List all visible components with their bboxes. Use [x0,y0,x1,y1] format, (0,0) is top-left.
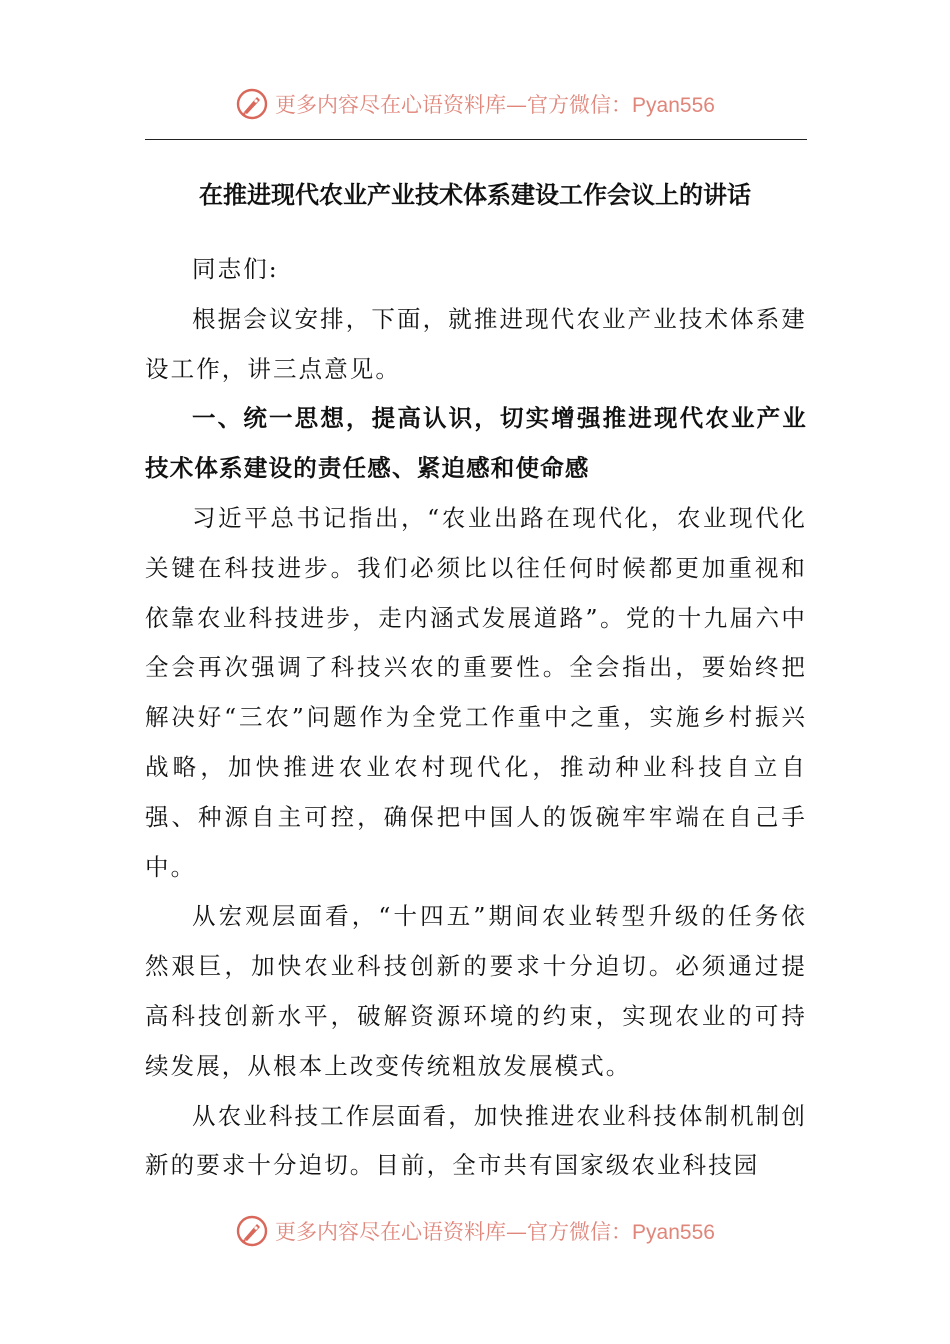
salutation: 同志们: [192,255,279,283]
footer-watermark [0,1211,950,1251]
paragraph: 习近平总书记指出，“农业出路在现代化，农业现代化关键在科技进步。我们必须比以往任何时候都更加重视和依靠农业科技进步，走内涵式发展道路”。党的十九届六中全会再次强调了科技兴农的重要性。全会指出，要始终把解决好“三农”问题作为全党工作重中之重，实施乡村振兴战略，加快推进农业农村现代化，推动种业科技自立自强、种源自主可控，确保把中国人的饭碗牢牢端在自己手中。 [145,503,807,881]
section-heading: 一、统一思想，提高认识，切实增强推进现代农业产业技术体系建设的责任感、紧迫感和使命感 [145,404,807,483]
pen-nib-circle-icon [235,1214,269,1248]
header-rule [145,139,807,140]
pen-nib-circle-icon [235,87,269,121]
paragraph: 从宏观层面看，“十四五”期间农业转型升级的任务依然艰巨，加快农业科技创新的要求十分迫切。必须通过提高科技创新水平，破解资源环境的约束，实现农业的可持续发展，从根本上改变传统粗放发展模式。 [145,902,807,1080]
paragraph: 从农业科技工作层面看，加快推进农业科技体制机制创新的要求十分迫切。目前，全市共有国家级农业科技园 [145,1101,807,1180]
document-body [145,245,807,1191]
header-watermark [0,84,950,124]
watermark-text: 更多内容尽在心语资料库—官方微信：Pyan556 [275,1220,715,1244]
paragraph: 根据会议安排，下面，就推进现代农业产业技术体系建设工作，讲三点意见。 [145,304,807,383]
watermark-text: 更多内容尽在心语资料库—官方微信：Pyan556 [275,93,715,117]
document-title: 在推进现代农业产业技术体系建设工作会议上的讲话 [199,181,751,209]
